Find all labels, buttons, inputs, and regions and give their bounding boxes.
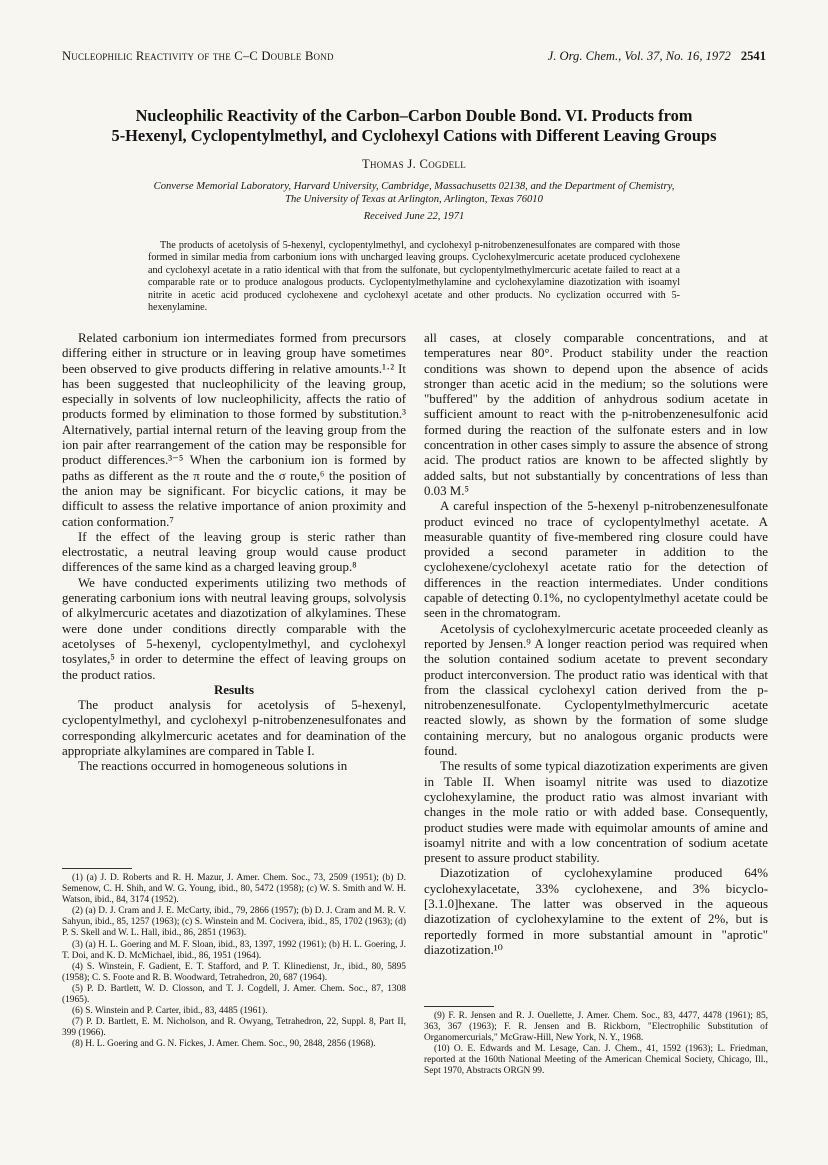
results-heading: Results <box>213 682 255 697</box>
running-head-title: Nucleophilic Reactivity of the C–C Double Bond <box>62 49 334 63</box>
title-line-1: Nucleophilic Reactivity of the Carbon–Carbon Double Bond. VI. Products from <box>135 106 693 125</box>
body-paragraph: The results of some typical diazotization experiments are given in Table II. When isoamyl nitrite was used to diazotize cyclohexylamine, the product ratio was almost invariant with changes in the mole ratio or with added base. Consequently, product studies were made with equimolar amounts of amine and isoamyl nitrite and with a low concentration of sodium acetate present to assure product stability. <box>424 759 768 866</box>
footnote: (1) (a) J. D. Roberts and R. H. Mazur, J. Amer. Chem. Soc., 73, 2509 (1951); (b) D. Semenow, C. H. Shih, and W. G. Young, ibid., 80, 5472 (1958); (c) W. S. Smith and W. H. Watson, ibid., 84, 3174 (1952). <box>62 873 406 906</box>
footnote: (8) H. L. Goering and G. N. Fickes, J. Amer. Chem. Soc., 90, 2848, 2856 (1968). <box>72 1039 376 1050</box>
body-paragraph: Diazotization of cyclohexylamine produced 64% cyclohexylacetate, 33% cyclohexene, and 3% bicyclo-[3.1.0]hexane. The latter was observed in the aqueous diazotization of cyclohexylamine to the extent of 2%, but is reportedly formed in more substantial amount in "aprotic" diazotization.¹⁰ <box>424 866 768 957</box>
footnotes-right <box>424 1006 768 1078</box>
abstract: The products of acetolysis of 5-hexenyl, cyclopentylmethyl, and cyclohexyl p-nitrobenzenesulfonates are compared with those formed in similar media from carbonium ions with uncharged leaving groups. Cyclohexylmercuric acetate produced cyclohexene and cyclohexyl acetate in a ratio identical with that from the sulfonate, but cyclopentylmethylmercuric acetate failed to react at a comparable rate or to produce analogous products. Cyclopentylmethylamine and cyclohexylamine diazotization with isoamyl nitrite in acetic acid produced cyclohexene and cyclohexyl acetate and other products. No cyclization occurred with 5-hexenylamine. <box>148 240 680 314</box>
body-paragraph: We have conducted experiments utilizing two methods of generating carbonium ions with neutral leaving groups, solvolysis of alkylmercuric acetates and diazotization of alkylamines. These were done under conditions directly comparable with the acetolyses of 5-hexenyl, cyclopentylmethyl, and cyclohexyl tosylates,⁵ in order to determine the effect of leaving groups on the product ratios. <box>62 575 406 682</box>
footnote: (2) (a) D. J. Cram and J. E. McCarty, ibid., 79, 2866 (1957); (b) D. J. Cram and M. R. V. Sahyun, ibid., 85, 1257 (1963); (c) S. Winstein and M. Cocivera, ibid., 85, 1702 (1963); (d) P. S. Skell and W. L. Hall, ibid., 86, 2851 (1963). <box>62 906 406 939</box>
article-title <box>40 106 788 146</box>
journal-citation: J. Org. Chem., Vol. 37, No. 16, 1972 <box>547 49 731 63</box>
footnote: (4) S. Winstein, F. Gadient, E. T. Stafford, and P. T. Klinedienst, Jr., ibid., 80, 5895 (1958); C. S. Foote and R. B. Woodward, Tetrahedron, 20, 687 (1964). <box>62 961 406 983</box>
body-paragraph: The reactions occurred in homogeneous solutions in <box>78 759 348 774</box>
footnotes-left <box>62 868 406 1051</box>
body-paragraph: Acetolysis of cyclohexylmercuric acetate proceeded cleanly as reported by Jensen.⁹ A longer reaction period was required when the solution contained sodium acetate to prevent secondary product interconversion. The product ratio was identical with that from the classical cyclohexyl cation derived from the p-nitrobenzenesulfonate. Cyclopentylmethylmercuric acetate reacted slowly, as shown by the formation of some sludge containing mercury, but no analogous organic products were found. <box>424 621 768 759</box>
page-number: 2541 <box>740 49 766 63</box>
footnote: (9) F. R. Jensen and R. J. Ouellette, J. Amer. Chem. Soc., 83, 4477, 4478 (1961); 85, 363, 367 (1963); F. R. Jensen and B. Rickborn, "Electrophilic Substitution of Organomercurials," McGraw-Hill, New York, N. Y., 1968. <box>424 1011 768 1044</box>
footnote: (7) P. D. Bartlett, E. M. Nicholson, and R. Owyang, Tetrahedron, 22, Suppl. 8, Part II, 399 (1966). <box>62 1017 406 1039</box>
body-paragraph: A careful inspection of the 5-hexenyl p-nitrobenzenesulfonate product evinced no trace of cyclopentylmethyl acetate. A measurable quantity of five-membered ring closure could have provided a second parameter in addition to the cyclohexene/cyclohexyl acetate ratio for the detection of differences in the reaction intermediates. Under conditions capable of detecting 0.1%, no cyclopentylmethyl acetate could be seen in the chromatogram. <box>424 499 768 621</box>
received-date: Received June 22, 1971 <box>363 211 465 222</box>
running-head-citation <box>548 49 766 64</box>
author: Thomas J. Cogdell <box>361 157 467 171</box>
body-paragraph: The product analysis for acetolysis of 5-hexenyl, cyclopentylmethyl, and cyclohexyl p-nitrobenzenesulfonates and corresponding alkylmercuric acetates and for deamination of the appropriate alkylamines are compared in Table I. <box>62 698 406 759</box>
title-line-2: 5-Hexenyl, Cyclopentylmethyl, and Cyclohexyl Cations with Different Leaving Groups <box>111 126 717 145</box>
affiliation-line-1: Converse Memorial Laboratory, Harvard University, Cambridge, Massachusetts 02138, and the Department of Chemistry, <box>153 181 675 192</box>
body-paragraph: Related carbonium ion intermediates formed from precursors differing either in structure or in leaving group have sometimes been observed to give products differing in relative amounts.¹·² It has been suggested that nucleophilicity of the leaving group, especially in solvents of low nucleophilicity, affects the ratio of products formed by elimination to those formed by substitution.³ Alternatively, partial internal return of the leaving group from the ion pair after rearrangement of the cation may be responsible for product differences.³⁻⁵ When the carbonium ion is formed by paths as different as the π route and the σ route,⁶ the position of the anion may be significant. For bicyclic cations, it may be difficult to assess the relative importance of anion proximity and cation conformation.⁷ <box>62 331 406 529</box>
affiliation-line-2: The University of Texas at Arlington, Arlington, Texas 76010 <box>285 194 543 205</box>
footnote: (6) S. Winstein and P. Carter, ibid., 83, 4485 (1961). <box>72 1006 268 1017</box>
right-column <box>424 331 768 958</box>
body-paragraph: all cases, at closely comparable concentrations, and at temperatures near 80°. Product stability under the reaction conditions was shown to depend upon the absence of acids stronger than acetic acid in the medium; so the solutions were "buffered" by the addition of anhydrous sodium acetate in sufficient amount to react with the p-nitrobenzenesulfonic acid formed during the reaction of the sulfonate esters and in low concentration in other cases simply to assure the absence of strong acid. The product ratios are known to be affected slightly by added salts, but not substantially by concentrations of less than 0.03 M.⁵ <box>424 331 768 498</box>
left-column <box>62 331 406 775</box>
body-paragraph: If the effect of the leaving group is steric rather than electrostatic, a neutral leaving group would cause product differences of the same kind as a charged leaving group.⁸ <box>62 529 406 575</box>
footnote-rule <box>62 868 132 869</box>
footnote: (3) (a) H. L. Goering and M. F. Sloan, ibid., 83, 1397, 1992 (1961); (b) H. L. Goering, J. T. Doi, and K. D. McMichael, ibid., 86, 1951 (1964). <box>62 939 406 961</box>
affiliation <box>80 180 748 206</box>
footnote: (10) O. E. Edwards and M. Lesage, Can. J. Chem., 41, 1592 (1963); L. Friedman, reported at the 160th National Meeting of the American Chemical Society, Chicago, Ill., Sept 1970, Abstracts ORGN 99. <box>424 1044 768 1077</box>
footnote-rule <box>424 1006 494 1007</box>
footnote: (5) P. D. Bartlett, W. D. Closson, and T. J. Cogdell, J. Amer. Chem. Soc., 87, 1308 (1965). <box>62 983 406 1006</box>
running-head <box>62 49 766 67</box>
